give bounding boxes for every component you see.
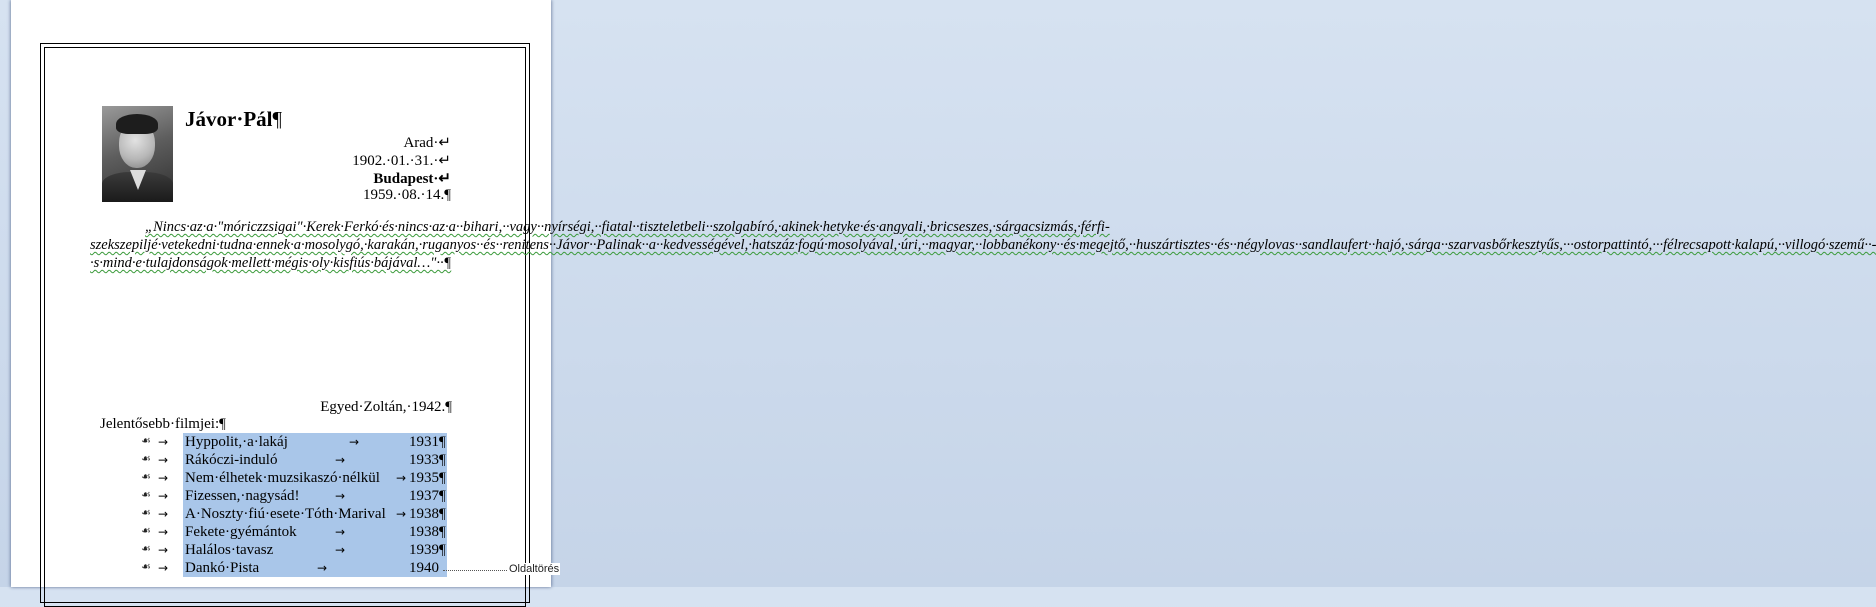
title-para-mark: ¶ <box>272 107 283 131</box>
document-title[interactable] <box>185 107 282 132</box>
film-year: 1940 <box>409 560 439 576</box>
tab-mark: → <box>335 453 346 467</box>
tab-mark: → <box>317 561 328 575</box>
film-title: Dankó·Pista <box>185 560 260 576</box>
film-title: Hyppolit,·a·lakáj <box>185 434 288 450</box>
birth-place[interactable]: Arad·↵ <box>403 135 451 151</box>
tab-mark: → <box>158 489 169 503</box>
film-title: Nem·élhetek·muzsikaszó·nélkül <box>185 470 380 486</box>
document-page[interactable] <box>11 0 1876 587</box>
photo-hair <box>116 114 158 134</box>
quote-signature[interactable]: Egyed·Zoltán,·1942.¶ <box>320 399 452 415</box>
tab-mark: → <box>158 435 169 449</box>
film-year: 1935¶ <box>409 470 446 486</box>
films-heading[interactable]: Jelentősebb·filmjei:¶ <box>100 416 226 432</box>
bullet-icon: ☙ <box>141 542 151 555</box>
tab-mark: → <box>335 489 346 503</box>
tab-mark: → <box>158 453 169 467</box>
portrait-photo[interactable] <box>102 106 173 202</box>
film-title: Halálos·tavasz <box>185 542 274 558</box>
birth-date[interactable]: 1902.·01.·31.·↵ <box>352 153 451 169</box>
tab-mark: → <box>158 525 169 539</box>
bullet-icon: ☙ <box>141 470 151 483</box>
film-year: 1933¶ <box>409 452 446 468</box>
bullet-icon: ☙ <box>141 488 151 501</box>
bullet-icon: ☙ <box>141 452 151 465</box>
film-year: 1938¶ <box>409 524 446 540</box>
bullet-icon: ☙ <box>141 506 151 519</box>
tab-mark: → <box>158 561 169 575</box>
film-year: 1931¶ <box>409 434 446 450</box>
quote-paragraph[interactable] <box>90 218 1876 272</box>
tab-mark: → <box>335 543 346 557</box>
bullet-icon: ☙ <box>141 434 151 447</box>
tab-mark: → <box>158 543 169 557</box>
death-place[interactable]: Budapest·↵ <box>373 171 451 187</box>
quote-text: „Nincs·az·a·"móriczzsigai"·Kerek·Ferkó·és·nincs·az·a··bihari,··vagy··nyírségi,··fiatal··tiszteletbeli··szolgabíró,·akinek·hetyke·és·angyali,·bricseszes,·sárgacsizmás,·férfi-szekszepiljé·vetekedni·tudna·ennek·a·mosolygó,·karakán,·ruganyos··és··renitens··Jávor··Palinak··a··kedvességével,·hatszáz·fogú·mosolyával,·úri,··magyar,··lobbanékony··és·megejtő,··huszártisztes··és··négylovas··sandlaufert··hajó,·sárga··szarvasbőrkesztyűs,···ostorpattintó,···félrecsapott·kalapú,··villogó·szemű··-·s·mind·e·tulajdonságok·mellett·mégis·oly·kisfiús·bájával…"··¶ <box>90 219 1876 271</box>
film-year: 1937¶ <box>409 488 446 504</box>
tab-mark: → <box>349 435 360 449</box>
tab-mark: → <box>396 507 407 521</box>
bullet-icon: ☙ <box>141 524 151 537</box>
tab-mark: → <box>396 471 407 485</box>
film-year: 1938¶ <box>409 506 446 522</box>
tab-mark: → <box>335 525 346 539</box>
film-title: Rákóczi-induló <box>185 452 278 468</box>
film-title: Fizessen,·nagysád! <box>185 488 300 504</box>
film-year: 1939¶ <box>409 542 446 558</box>
page-break-label: Oldaltörés <box>509 563 560 575</box>
tab-mark: → <box>158 507 169 521</box>
bullet-icon: ☙ <box>141 560 151 573</box>
title-text: Jávor·Pál <box>185 107 273 131</box>
tab-mark: → <box>158 471 169 485</box>
film-title: Fekete·gyémántok <box>185 524 297 540</box>
death-date[interactable]: 1959.·08.·14.¶ <box>362 187 451 203</box>
film-title: A·Noszty·fiú·esete·Tóth·Marival <box>185 506 386 522</box>
